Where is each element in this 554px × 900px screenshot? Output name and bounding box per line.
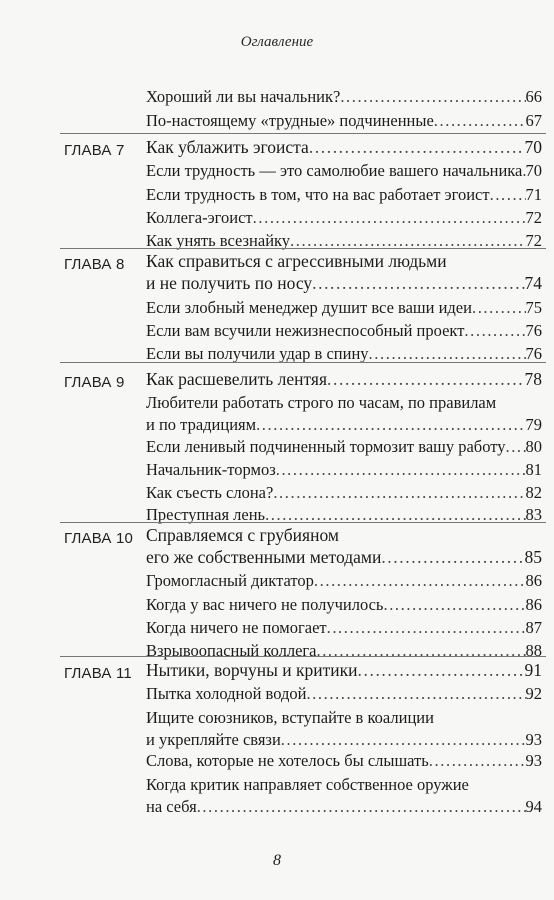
chapter-title-text: его же собственными методами	[146, 547, 382, 567]
toc-entry-row	[146, 110, 542, 134]
chapter-title-row	[146, 659, 542, 683]
chapter-divider	[60, 133, 546, 134]
toc-entry	[146, 184, 542, 208]
chapter-divider	[60, 656, 546, 657]
toc-entry-line: Любители работать строго по часам, по правилам	[146, 393, 497, 412]
toc-entry-page: 75	[525, 298, 542, 317]
toc-entry-row	[146, 683, 542, 707]
toc-entry	[146, 594, 542, 618]
toc-entry-row	[146, 436, 542, 460]
toc-entry-row	[146, 160, 542, 184]
chapter-title	[146, 250, 542, 296]
chapter-title-text: и не получить по носу	[146, 273, 313, 293]
chapter-title	[146, 136, 542, 160]
toc-entry-page: 76	[525, 321, 542, 340]
toc-entry	[146, 207, 542, 231]
toc-entry-row	[146, 570, 542, 594]
toc-entry-page: 86	[525, 595, 542, 614]
chapter-title-page: 74	[524, 273, 542, 293]
toc-entry-page: 72	[525, 208, 542, 227]
toc-entry	[146, 774, 542, 820]
running-head-title: Оглавление	[240, 34, 314, 50]
chapter-title-row	[146, 272, 542, 296]
toc-entry	[146, 750, 542, 774]
toc-entry-page: 70	[525, 161, 542, 180]
toc-entry-text: Как съесть слона?	[146, 483, 274, 502]
chapter-title	[146, 659, 542, 683]
toc-entry-page: 76	[525, 344, 542, 363]
toc-entry-text: Пытка холодной водой	[146, 684, 307, 703]
leader-dots	[505, 436, 525, 458]
toc-entry-text: По-настоящему «трудные» подчиненные	[146, 111, 434, 130]
leader-dots	[197, 796, 526, 818]
chapter-title-row	[146, 136, 542, 160]
toc-entry	[146, 297, 542, 321]
toc-entry-page: 66	[525, 87, 542, 106]
toc-entry-row	[146, 750, 542, 774]
chapter-title-row	[146, 546, 542, 570]
toc-entry-page: 72	[525, 231, 542, 250]
toc-entry	[146, 683, 542, 707]
leader-dots	[327, 617, 526, 639]
toc-entry	[146, 436, 542, 460]
toc-entry-row	[146, 617, 542, 641]
chapter-title-text: Как расшевелить лентяя	[146, 369, 328, 389]
toc-entry	[146, 110, 542, 134]
toc-entry-page: 83	[525, 505, 542, 524]
toc-entry-text: и укрепляйте связи	[146, 730, 281, 749]
leader-dots	[464, 320, 525, 342]
chapter-divider	[60, 362, 546, 363]
toc-entry-text: Если ленивый подчиненный тормозит вашу работу	[146, 437, 506, 456]
toc-entry-page: 87	[525, 618, 542, 637]
chapter-title-text: Нытики, ворчуны и критики	[146, 660, 358, 680]
toc-entry-page: 67	[525, 111, 542, 130]
toc-entry-text: Слова, которые не хотелось бы слышать	[146, 751, 429, 770]
chapter-divider	[60, 522, 546, 523]
leader-dots	[429, 750, 526, 772]
chapter-title-page: 78	[524, 369, 542, 389]
toc-entry-page: 80	[525, 437, 542, 456]
leader-dots	[434, 110, 526, 132]
toc-entry-line: Ищите союзников, вступайте в коалиции	[146, 708, 434, 727]
leader-dots	[358, 659, 525, 681]
chapter-label: ГЛАВА 8	[64, 256, 125, 273]
toc-entry-page: 86	[525, 571, 542, 590]
chapter-title-page: 91	[524, 660, 542, 680]
toc-entry	[146, 86, 542, 110]
chapter-label: ГЛАВА 7	[64, 142, 125, 159]
chapter-title-page: 85	[524, 547, 542, 567]
leader-dots	[306, 683, 525, 705]
toc-entry-page: 81	[525, 460, 542, 479]
toc-entry-text: Преступная лень	[146, 505, 266, 524]
toc-entry-text: Взрывоопасный коллега	[146, 641, 317, 660]
leader-dots	[314, 570, 526, 592]
toc-entry-line: Когда критик направляет собственное оружие	[146, 775, 469, 794]
chapter-title-text: Как ублажить эгоиста	[146, 137, 309, 157]
toc-entry-text: Если злобный менеджер душит все ваши идеи	[146, 298, 472, 317]
leader-dots	[253, 207, 526, 229]
chapter-label: ГЛАВА 9	[64, 374, 125, 391]
toc-entry-text: Когда у вас ничего не получилось	[146, 595, 384, 614]
toc-entry-text: Когда ничего не помогает	[146, 618, 327, 637]
toc-entry	[146, 482, 542, 506]
toc-entry-page: 92	[525, 684, 542, 703]
toc-entry	[146, 320, 542, 344]
chapter-title	[146, 368, 542, 392]
toc-entry-row	[146, 594, 542, 618]
toc-entry-page: 93	[525, 751, 542, 770]
leader-dots	[281, 729, 526, 751]
toc-entry-text: Если вы получили удар в спину	[146, 344, 369, 363]
toc-entry-text: Громогласный диктатор	[146, 571, 314, 590]
chapter-title	[146, 524, 542, 570]
toc-entry-row	[146, 207, 542, 231]
toc-entry-row	[146, 414, 542, 438]
toc-entry-page: 82	[525, 483, 542, 502]
toc-entry	[146, 459, 542, 483]
toc-entry-text: Если вам всучили нежизнеспособный проект	[146, 321, 465, 340]
chapter-title-line: Справляемся с грубияном	[146, 525, 339, 545]
chapter-label: ГЛАВА 10	[64, 530, 134, 547]
toc-entry	[146, 392, 542, 438]
leader-dots	[273, 482, 525, 504]
toc-entry-text: Начальник-тормоз	[146, 460, 276, 479]
toc-entry-text: на себя	[146, 797, 197, 816]
leader-dots	[276, 459, 526, 481]
toc-entry-row	[146, 184, 542, 208]
toc-entry-page: 71	[525, 185, 542, 204]
toc-entry	[146, 707, 542, 753]
chapter-title-line: Как справиться с агрессивными людьми	[146, 251, 447, 271]
toc-entry-text: Если трудность — это самолюбие вашего начальника	[146, 161, 523, 180]
toc-entry-row	[146, 482, 542, 506]
toc-entry-row	[146, 459, 542, 483]
leader-dots	[340, 86, 525, 108]
toc-entry	[146, 343, 542, 367]
toc-entry-page: 79	[525, 415, 542, 434]
leader-dots	[383, 594, 525, 616]
chapter-divider	[60, 248, 546, 249]
toc-entry	[146, 570, 542, 594]
toc-entry-row	[146, 86, 542, 110]
leader-dots	[490, 184, 526, 206]
toc-entry-page: 94	[525, 797, 542, 816]
leader-dots	[381, 546, 524, 568]
leader-dots	[312, 272, 524, 294]
toc-entry-text: и по традициям	[146, 415, 257, 434]
leader-dots	[309, 136, 525, 158]
leader-dots	[472, 297, 526, 319]
toc-entry-text: Коллега-эгоист	[146, 208, 253, 227]
toc-entry	[146, 160, 542, 184]
leader-dots	[256, 414, 525, 436]
chapter-title-row	[146, 368, 542, 392]
page-number: 8	[273, 852, 281, 869]
toc-entry-text: Как унять всезнайку	[146, 231, 291, 250]
leader-dots	[327, 368, 524, 390]
toc-entry-row	[146, 297, 542, 321]
toc-entry-page: 88	[525, 641, 542, 660]
toc-entry-row	[146, 320, 542, 344]
toc-entry-row	[146, 796, 542, 820]
toc-entry-text: Хороший ли вы начальник?	[146, 87, 341, 106]
toc-entry-text: Если трудность в том, что на вас работает эгоист	[146, 185, 490, 204]
chapter-label: ГЛАВА 11	[64, 665, 132, 682]
toc-entry	[146, 617, 542, 641]
chapter-title-page: 70	[524, 137, 542, 157]
toc-entry-page: 93	[525, 730, 542, 749]
toc-entry-row	[146, 343, 542, 367]
